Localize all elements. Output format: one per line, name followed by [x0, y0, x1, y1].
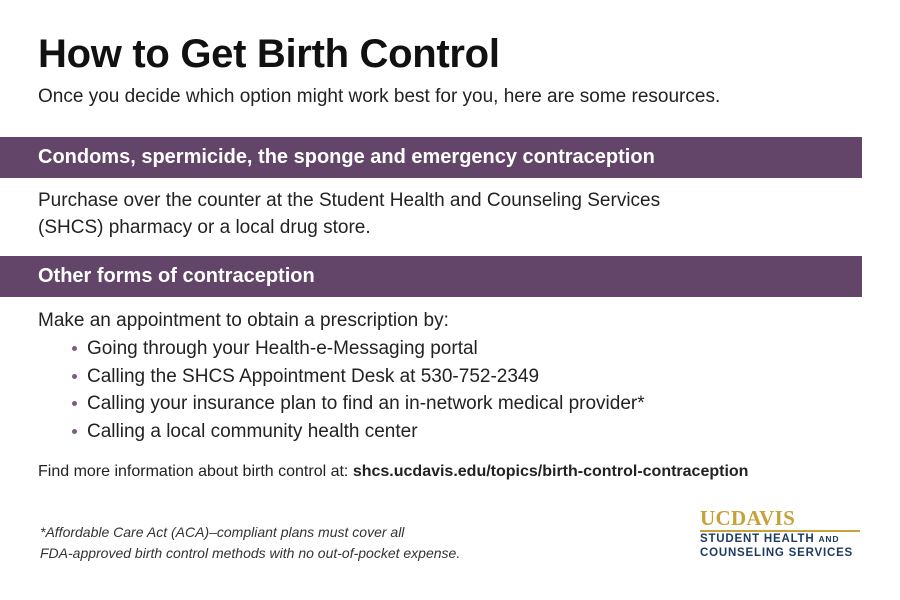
- footnote-line-2: FDA-approved birth control methods with no out-of-pocket expense.: [40, 545, 461, 561]
- logo-line-1: STUDENT HEALTH AND: [700, 533, 840, 545]
- logo-uc: UC: [700, 506, 731, 530]
- section-intro-other-forms: Make an appointment to obtain a prescription by:: [38, 310, 449, 331]
- bullet-icon: [72, 429, 77, 434]
- section-heading-other-forms: Other forms of contraception: [0, 256, 862, 297]
- more-info-prefix: Find more information about birth control at:: [38, 463, 353, 480]
- logo-line-2: COUNSELING SERVICES: [700, 547, 854, 559]
- more-info-link[interactable]: shcs.ucdavis.edu/topics/birth-control-contraception: [352, 463, 749, 480]
- logo-wordmark: [700, 508, 862, 528]
- footnote: [40, 522, 580, 564]
- section-body-otc: Purchase over the counter at the Student Health and Counseling Services (SHCS) pharmacy or a local drug store.: [38, 190, 661, 238]
- list-item-text: Calling a local community health center: [87, 420, 418, 442]
- page-title: How to Get Birth Control: [38, 32, 500, 76]
- bullet-icon: [72, 374, 77, 379]
- footnote-line-1: *Affordable Care Act (ACA)–compliant plans must cover all: [40, 524, 405, 540]
- list-item: [72, 418, 645, 446]
- section-heading-otc: Condoms, spermicide, the sponge and emergency contraception: [0, 137, 862, 178]
- list-item-text: Calling the SHCS Appointment Desk at 530-752-2349: [87, 365, 540, 387]
- uc-davis-shcs-logo: [700, 508, 862, 560]
- list-item: [72, 363, 645, 391]
- bullet-icon: [72, 346, 77, 351]
- page-subtitle: Once you decide which option might work best for you, here are some resources.: [38, 86, 721, 107]
- list-item-text: Going through your Health-e-Messaging portal: [87, 338, 478, 359]
- list-item-text: Calling your insurance plan to find an in-network medical provider*: [87, 393, 645, 414]
- list-item: [72, 390, 645, 418]
- more-info-line: [38, 463, 748, 481]
- appointment-options-list: [72, 335, 645, 445]
- logo-davis: DAVIS: [730, 506, 796, 530]
- list-item: [72, 335, 645, 363]
- bullet-icon: [72, 401, 77, 406]
